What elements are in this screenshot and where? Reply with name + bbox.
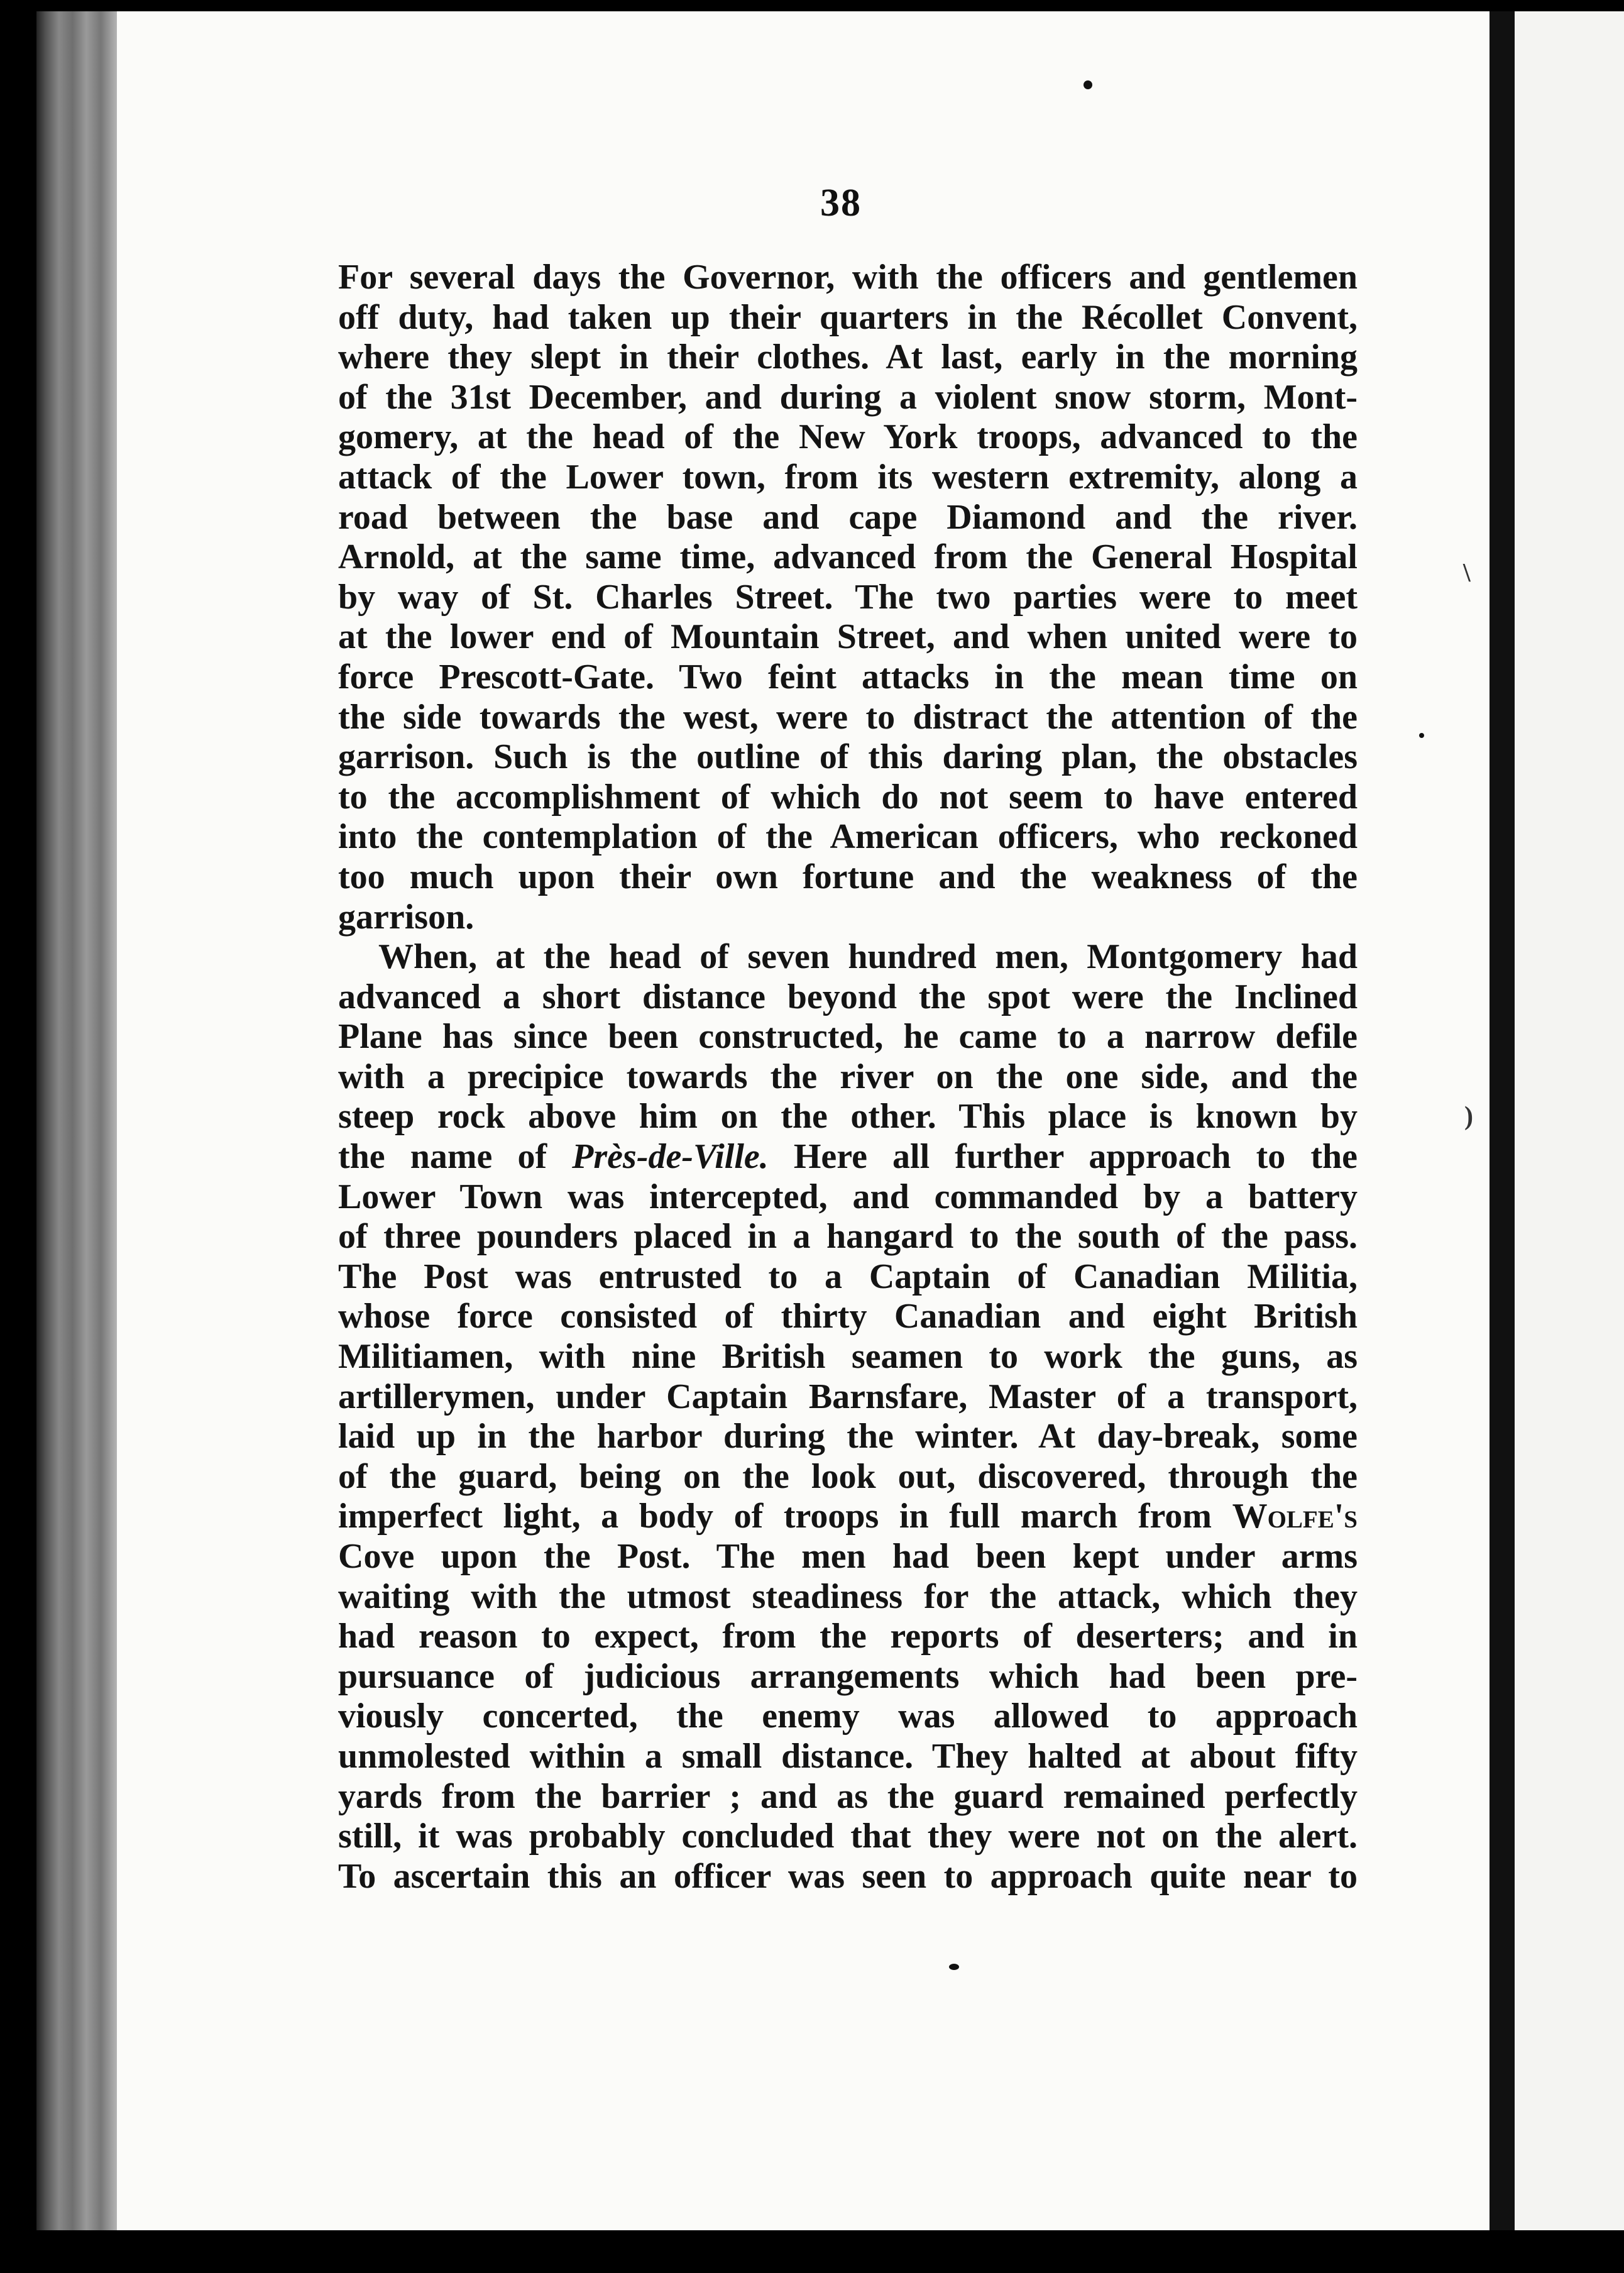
text-line: The Post was entrusted to a Captain of Canadian Militia, <box>338 1257 1358 1296</box>
text-line: laid up in the harbor during the winter. At day-break, some <box>338 1417 1358 1456</box>
text-line: to the accomplishment of which do not seem to have entered <box>338 777 1358 817</box>
text-line: Militiamen, with nine British seamen to work the guns, as <box>338 1337 1358 1377</box>
text-line: To ascertain this an officer was seen to approach quite near to <box>338 1856 1358 1896</box>
text-line: steep rock above him on the other. This place is known by <box>338 1097 1358 1136</box>
text-line: the side towards the west, were to distract the attention of the <box>338 697 1358 737</box>
text-line: still, it was probably concluded that they were not on the alert. <box>338 1817 1358 1856</box>
text-line: advanced a short distance beyond the spot were the Inclined <box>338 977 1358 1016</box>
page-gutter <box>1490 11 1515 2230</box>
margin-mark: \ <box>1463 559 1471 588</box>
text-line: whose force consisted of thirty Canadian and eight British <box>338 1297 1358 1336</box>
text-line: force Prescott-Gate. Two feint attacks in the mean time on <box>338 657 1358 696</box>
text-segment: imperfect light, a body of troops in full march from <box>338 1497 1232 1536</box>
place-name: Wolfe's <box>1232 1497 1358 1536</box>
text-line: at the lower end of Mountain Street, and when united were to <box>338 617 1358 657</box>
text-line: garrison. <box>338 897 475 937</box>
text-line-mixed <box>338 1137 1358 1177</box>
text-line: of the 31st December, and during a violent snow storm, Mont- <box>338 377 1358 417</box>
text-line: Lower Town was intercepted, and commanded by a battery <box>338 1177 1358 1216</box>
text-line: where they slept in their clothes. At last, early in the morning <box>338 338 1358 377</box>
text-line: garrison. Such is the outline of this daring plan, the obstacles <box>338 737 1358 777</box>
text-line: pursuance of judicious arrangements which had been pre- <box>338 1656 1358 1696</box>
text-line: road between the base and cape Diamond and the river. <box>338 497 1358 537</box>
text-line: off duty, had taken up their quarters in the Récollet Convent, <box>338 297 1358 337</box>
text-line: unmolested within a small distance. They halted at about fifty <box>338 1736 1358 1776</box>
text-line: into the contemplation of the American officers, who reckoned <box>338 817 1358 857</box>
ink-speck <box>1419 733 1424 738</box>
ink-speck <box>949 1964 959 1970</box>
book-spine <box>36 11 117 2230</box>
text-line: viously concerted, the enemy was allowed to approach <box>338 1697 1358 1736</box>
text-line: too much upon their own fortune and the weakness of the <box>338 857 1358 896</box>
page-body <box>338 258 1358 1896</box>
text-line: of three pounders placed in a hangard to the south of the pass. <box>338 1217 1358 1257</box>
text-line: Arnold, at the same time, advanced from the General Hospital <box>338 537 1358 577</box>
text-segment: Here all further approach to the <box>768 1137 1358 1177</box>
text-line: Plane has since been constructed, he came to a narrow defile <box>338 1017 1358 1057</box>
text-segment: the name of <box>338 1137 573 1177</box>
text-line: had reason to expect, from the reports of deserters; and in <box>338 1617 1358 1656</box>
text-line: attack of the Lower town, from its western extremity, along a <box>338 457 1358 497</box>
text-line: For several days the Governor, with the officers and gentlemen <box>338 258 1358 297</box>
text-line: waiting with the utmost steadiness for the attack, which they <box>338 1577 1358 1616</box>
text-line-mixed <box>338 1497 1358 1537</box>
text-line: artillerymen, under Captain Barnsfare, Master of a transport, <box>338 1377 1358 1416</box>
text-line: When, at the head of seven hundred men, Montgomery had <box>378 937 1358 977</box>
text-line: of the guard, being on the look out, discovered, through the <box>338 1456 1358 1496</box>
margin-mark: ) <box>1464 1102 1473 1131</box>
text-line: with a precipice towards the river on the one side, and the <box>338 1057 1358 1096</box>
place-name: Près-de-Ville. <box>572 1137 769 1177</box>
text-line: yards from the barrier ; and as the guard remained perfectly <box>338 1776 1358 1816</box>
text-line: Cove upon the Post. The men had been kept under arms <box>338 1537 1358 1576</box>
facing-page-edge <box>1515 11 1624 2230</box>
ink-speck <box>1084 80 1092 89</box>
text-line: gomery, at the head of the New York troops, advanced to the <box>338 417 1358 457</box>
page-number: 38 <box>820 182 862 224</box>
text-line: by way of St. Charles Street. The two parties were to meet <box>338 577 1358 617</box>
